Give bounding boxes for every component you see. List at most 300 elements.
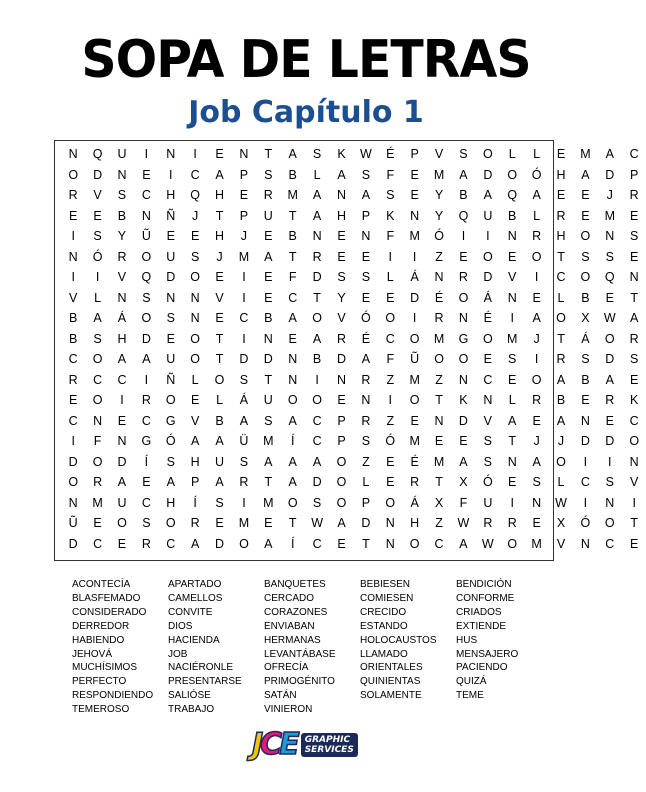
grid-cell[interactable]: V <box>190 413 200 428</box>
grid-cell[interactable]: U <box>215 454 225 469</box>
grid-cell[interactable]: Ü <box>239 434 249 448</box>
grid-cell[interactable]: B <box>581 290 590 305</box>
grid-cell[interactable]: O <box>336 495 347 510</box>
grid-cell[interactable]: M <box>238 249 250 264</box>
grid-cell[interactable]: N <box>166 147 176 161</box>
grid-cell[interactable]: D <box>312 475 322 489</box>
grid-cell[interactable]: E <box>581 208 590 223</box>
grid-cell[interactable]: S <box>190 249 200 264</box>
grid-cell[interactable]: R <box>532 393 542 407</box>
grid-cell[interactable]: T <box>264 475 273 489</box>
grid-cell[interactable]: O <box>604 516 615 530</box>
grid-cell[interactable]: U <box>166 249 176 264</box>
grid-cell[interactable]: I <box>71 434 75 448</box>
grid-cell[interactable]: R <box>68 372 78 387</box>
grid-cell[interactable]: C <box>68 352 78 366</box>
grid-cell[interactable]: W <box>481 536 494 551</box>
grid-cell[interactable]: R <box>556 352 566 366</box>
grid-cell[interactable]: D <box>458 413 468 428</box>
grid-cell[interactable]: Í <box>290 434 295 448</box>
grid-cell[interactable]: S <box>361 434 371 448</box>
grid-cell[interactable]: C <box>312 536 322 551</box>
grid-cell[interactable]: C <box>483 372 493 387</box>
grid-cell[interactable]: A <box>288 147 297 161</box>
grid-cell[interactable]: S <box>142 290 151 305</box>
grid-cell[interactable]: N <box>117 434 127 448</box>
grid-cell[interactable]: H <box>215 229 225 243</box>
grid-cell[interactable]: J <box>240 229 248 243</box>
grid-cell[interactable]: I <box>169 167 173 182</box>
grid-cell[interactable]: O <box>507 536 518 551</box>
grid-cell[interactable]: Q <box>92 147 103 161</box>
grid-cell[interactable]: A <box>483 188 492 202</box>
grid-cell[interactable]: D <box>483 270 493 284</box>
grid-cell[interactable]: B <box>556 393 566 407</box>
grid-cell[interactable]: F <box>459 495 468 510</box>
grid-cell[interactable]: L <box>557 290 565 305</box>
grid-cell[interactable]: R <box>629 331 639 346</box>
grid-cell[interactable]: P <box>337 413 346 428</box>
grid-cell[interactable]: I <box>242 270 246 284</box>
grid-cell[interactable]: A <box>264 454 273 469</box>
grid-cell[interactable]: E <box>166 331 175 346</box>
grid-cell[interactable]: W <box>311 516 323 530</box>
grid-cell[interactable]: R <box>336 331 346 346</box>
grid-cell[interactable]: A <box>288 413 297 428</box>
grid-cell[interactable]: C <box>312 434 322 448</box>
grid-cell[interactable]: V <box>215 290 224 305</box>
grid-cell[interactable]: E <box>410 188 419 202</box>
grid-cell[interactable]: S <box>605 475 614 489</box>
grid-cell[interactable]: P <box>337 434 346 448</box>
grid-cell[interactable]: N <box>336 372 346 387</box>
grid-cell[interactable]: Y <box>434 208 444 223</box>
grid-cell[interactable]: I <box>71 270 75 284</box>
grid-cell[interactable]: E <box>166 229 175 243</box>
grid-cell[interactable]: R <box>190 516 200 530</box>
grid-cell[interactable]: É <box>386 147 395 161</box>
grid-cell[interactable]: A <box>459 167 468 182</box>
grid-cell[interactable]: N <box>458 372 468 387</box>
grid-cell[interactable]: N <box>410 208 420 223</box>
grid-cell[interactable]: N <box>580 413 590 428</box>
grid-cell[interactable]: M <box>409 434 420 448</box>
grid-cell[interactable]: A <box>581 167 590 182</box>
grid-cell[interactable]: E <box>605 413 614 428</box>
grid-cell[interactable]: N <box>117 290 127 305</box>
grid-cell[interactable]: M <box>433 454 445 469</box>
grid-cell[interactable]: P <box>361 495 371 510</box>
grid-cell[interactable]: M <box>409 372 420 387</box>
grid-cell[interactable]: R <box>93 475 103 489</box>
grid-cell[interactable]: Q <box>141 270 152 284</box>
grid-cell[interactable]: C <box>605 536 615 551</box>
grid-cell[interactable]: D <box>336 352 346 366</box>
grid-cell[interactable]: J <box>533 434 540 448</box>
grid-cell[interactable]: N <box>605 229 615 243</box>
grid-cell[interactable]: L <box>557 475 565 489</box>
grid-cell[interactable]: G <box>165 413 176 428</box>
grid-cell[interactable]: E <box>264 270 273 284</box>
grid-cell[interactable]: S <box>264 413 273 428</box>
grid-cell[interactable]: S <box>312 495 322 510</box>
grid-cell[interactable]: A <box>605 372 614 387</box>
grid-cell[interactable]: R <box>361 372 371 387</box>
grid-cell[interactable]: L <box>362 475 370 489</box>
grid-cell[interactable]: N <box>68 495 78 510</box>
grid-cell[interactable]: A <box>459 536 468 551</box>
grid-cell[interactable]: N <box>434 270 444 284</box>
grid-cell[interactable]: D <box>605 167 615 182</box>
grid-cell[interactable]: U <box>483 208 493 223</box>
grid-cell[interactable]: E <box>361 290 371 305</box>
grid-cell[interactable]: Z <box>435 372 443 387</box>
grid-cell[interactable]: I <box>534 352 539 366</box>
grid-cell[interactable]: E <box>215 147 224 161</box>
grid-cell[interactable]: R <box>507 516 517 530</box>
grid-cell[interactable]: E <box>556 147 566 161</box>
grid-cell[interactable]: N <box>312 229 322 243</box>
grid-cell[interactable]: H <box>117 331 127 346</box>
grid-cell[interactable]: R <box>629 188 639 202</box>
grid-cell[interactable]: O <box>580 229 591 243</box>
grid-cell[interactable]: A <box>630 311 639 325</box>
grid-cell[interactable]: T <box>288 249 297 264</box>
grid-cell[interactable]: E <box>117 536 127 551</box>
grid-cell[interactable]: N <box>361 229 371 243</box>
grid-cell[interactable]: Q <box>190 188 201 202</box>
grid-cell[interactable]: K <box>630 393 639 407</box>
grid-cell[interactable]: F <box>386 229 395 243</box>
grid-cell[interactable]: Ñ <box>166 208 176 223</box>
grid-cell[interactable]: A <box>264 249 273 264</box>
grid-cell[interactable]: N <box>263 331 273 346</box>
grid-cell[interactable]: E <box>630 208 639 223</box>
grid-cell[interactable]: E <box>215 516 224 530</box>
grid-cell[interactable]: E <box>386 290 395 305</box>
grid-cell[interactable]: E <box>581 188 590 202</box>
grid-cell[interactable]: A <box>264 536 273 551</box>
grid-cell[interactable]: D <box>580 434 590 448</box>
grid-cell[interactable]: E <box>337 536 346 551</box>
grid-cell[interactable]: I <box>486 229 490 243</box>
grid-cell[interactable]: Í <box>290 536 295 551</box>
grid-cell[interactable]: F <box>386 352 395 366</box>
grid-cell[interactable]: R <box>361 413 371 428</box>
grid-cell[interactable]: C <box>288 290 298 305</box>
grid-cell[interactable]: O <box>336 475 347 489</box>
grid-cell[interactable]: P <box>239 167 249 182</box>
grid-cell[interactable]: C <box>141 188 151 202</box>
grid-cell[interactable]: A <box>605 147 614 161</box>
grid-cell[interactable]: S <box>581 352 590 366</box>
grid-cell[interactable]: A <box>312 454 322 469</box>
grid-cell[interactable]: A <box>215 434 224 448</box>
grid-cell[interactable]: O <box>385 311 396 325</box>
grid-cell[interactable]: J <box>216 249 223 264</box>
grid-cell[interactable]: E <box>630 536 639 551</box>
grid-cell[interactable]: A <box>288 475 297 489</box>
grid-cell[interactable]: N <box>288 352 298 366</box>
grid-cell[interactable]: A <box>532 454 541 469</box>
grid-cell[interactable]: I <box>388 249 393 264</box>
grid-cell[interactable]: C <box>93 536 103 551</box>
grid-cell[interactable]: N <box>190 311 200 325</box>
grid-cell[interactable]: C <box>166 536 176 551</box>
grid-cell[interactable]: K <box>459 393 468 407</box>
grid-cell[interactable]: C <box>580 475 590 489</box>
grid-cell[interactable]: O <box>531 249 542 264</box>
grid-cell[interactable]: T <box>508 434 517 448</box>
grid-cell[interactable]: N <box>166 290 176 305</box>
grid-cell[interactable]: S <box>581 249 590 264</box>
grid-cell[interactable]: S <box>386 188 395 202</box>
grid-cell[interactable]: O <box>336 454 347 469</box>
grid-cell[interactable]: Ó <box>434 229 444 243</box>
grid-cell[interactable]: D <box>605 352 615 366</box>
grid-cell[interactable]: Á <box>239 393 249 407</box>
grid-cell[interactable]: U <box>263 393 273 407</box>
grid-cell[interactable]: S <box>312 147 322 161</box>
grid-cell[interactable]: T <box>288 208 297 223</box>
grid-cell[interactable]: I <box>632 495 636 510</box>
grid-cell[interactable]: A <box>361 352 371 366</box>
grid-cell[interactable]: I <box>461 229 466 243</box>
grid-cell[interactable]: C <box>68 413 78 428</box>
grid-cell[interactable]: F <box>288 270 297 284</box>
grid-cell[interactable]: K <box>337 147 346 161</box>
grid-cell[interactable]: S <box>361 270 371 284</box>
grid-cell[interactable]: I <box>510 311 514 325</box>
grid-cell[interactable]: Ũ <box>68 516 78 530</box>
grid-cell[interactable]: G <box>141 434 152 448</box>
grid-cell[interactable]: A <box>142 352 151 366</box>
grid-cell[interactable]: E <box>142 475 151 489</box>
grid-cell[interactable]: B <box>117 208 127 223</box>
grid-cell[interactable]: N <box>507 454 517 469</box>
grid-cell[interactable]: Z <box>386 413 395 428</box>
grid-cell[interactable]: E <box>556 188 566 202</box>
grid-cell[interactable]: Y <box>434 188 444 202</box>
grid-cell[interactable]: C <box>629 413 639 428</box>
grid-cell[interactable]: O <box>287 495 298 510</box>
grid-cell[interactable]: I <box>583 495 588 510</box>
grid-cell[interactable]: É <box>410 454 419 469</box>
grid-cell[interactable]: C <box>434 536 444 551</box>
grid-cell[interactable]: C <box>629 147 639 161</box>
grid-cell[interactable]: O <box>190 331 201 346</box>
grid-cell[interactable]: A <box>93 311 102 325</box>
grid-cell[interactable]: É <box>434 290 444 305</box>
grid-cell[interactable]: Á <box>483 290 492 305</box>
grid-cell[interactable]: I <box>95 270 100 284</box>
grid-cell[interactable]: B <box>69 331 78 346</box>
grid-cell[interactable]: T <box>435 393 443 407</box>
grid-cell[interactable]: E <box>142 167 151 182</box>
grid-cell[interactable]: B <box>508 208 517 223</box>
grid-cell[interactable]: C <box>93 372 103 387</box>
grid-cell[interactable]: E <box>264 516 273 530</box>
grid-cell[interactable]: R <box>532 229 542 243</box>
grid-cell[interactable]: U <box>117 495 127 510</box>
grid-cell[interactable]: H <box>190 454 200 469</box>
grid-cell[interactable]: E <box>532 290 541 305</box>
grid-cell[interactable]: H <box>166 188 176 202</box>
grid-cell[interactable]: W <box>603 311 616 325</box>
grid-cell[interactable]: S <box>459 147 468 161</box>
grid-cell[interactable]: C <box>117 372 127 387</box>
grid-cell[interactable]: O <box>482 331 493 346</box>
grid-cell[interactable]: S <box>630 352 639 366</box>
grid-cell[interactable]: O <box>434 352 444 366</box>
grid-cell[interactable]: S <box>361 167 371 182</box>
grid-cell[interactable]: M <box>507 331 518 346</box>
grid-cell[interactable]: T <box>557 249 565 264</box>
grid-cell[interactable]: O <box>68 167 79 182</box>
grid-cell[interactable]: N <box>361 393 371 407</box>
grid-cell[interactable]: O <box>409 331 420 346</box>
grid-cell[interactable]: S <box>630 229 639 243</box>
grid-cell[interactable]: S <box>264 167 273 182</box>
grid-cell[interactable]: A <box>361 188 371 202</box>
grid-cell[interactable]: T <box>215 208 224 223</box>
grid-cell[interactable]: E <box>361 249 371 264</box>
grid-cell[interactable]: R <box>410 475 420 489</box>
grid-cell[interactable]: P <box>630 167 639 182</box>
grid-cell[interactable]: T <box>215 352 224 366</box>
grid-cell[interactable]: J <box>192 208 199 223</box>
grid-cell[interactable]: A <box>337 167 346 182</box>
grid-cell[interactable]: Y <box>337 290 346 305</box>
grid-cell[interactable]: N <box>68 147 78 161</box>
grid-cell[interactable]: N <box>68 249 78 264</box>
grid-cell[interactable]: V <box>483 413 492 428</box>
grid-cell[interactable]: Ũ <box>141 229 151 243</box>
grid-cell[interactable]: P <box>410 147 419 161</box>
grid-cell[interactable]: D <box>312 270 322 284</box>
grid-cell[interactable]: E <box>581 393 590 407</box>
grid-cell[interactable]: M <box>287 188 298 202</box>
grid-cell[interactable]: W <box>555 495 567 510</box>
grid-cell[interactable]: E <box>264 229 273 243</box>
grid-cell[interactable]: N <box>385 536 395 551</box>
grid-cell[interactable]: É <box>361 331 371 346</box>
grid-cell[interactable]: T <box>630 290 638 305</box>
grid-cell[interactable]: E <box>337 229 346 243</box>
grid-cell[interactable]: E <box>190 393 200 407</box>
grid-cell[interactable]: V <box>117 270 127 284</box>
grid-cell[interactable]: Ó <box>92 249 103 264</box>
grid-cell[interactable]: Q <box>458 208 469 223</box>
grid-cell[interactable]: N <box>141 208 151 223</box>
grid-cell[interactable]: L <box>216 393 224 407</box>
grid-cell[interactable]: A <box>288 311 297 325</box>
grid-cell[interactable]: N <box>239 147 249 161</box>
grid-cell[interactable]: D <box>68 536 78 551</box>
grid-cell[interactable]: S <box>142 516 151 530</box>
grid-cell[interactable]: L <box>191 372 199 387</box>
grid-cell[interactable]: V <box>337 311 346 325</box>
grid-cell[interactable]: O <box>287 393 298 407</box>
grid-cell[interactable]: L <box>508 147 516 161</box>
grid-cell[interactable]: O <box>482 249 493 264</box>
grid-cell[interactable]: S <box>337 270 346 284</box>
grid-cell[interactable]: R <box>68 188 78 202</box>
grid-cell[interactable]: X <box>581 311 590 325</box>
grid-cell[interactable]: A <box>117 475 127 489</box>
grid-cell[interactable]: B <box>288 229 297 243</box>
grid-cell[interactable]: N <box>507 290 517 305</box>
grid-cell[interactable]: O <box>165 393 176 407</box>
grid-cell[interactable]: B <box>69 311 78 325</box>
grid-cell[interactable]: T <box>557 331 565 346</box>
grid-cell[interactable]: J <box>557 434 565 448</box>
grid-cell[interactable]: Ñ <box>166 372 176 387</box>
grid-cell[interactable]: V <box>69 290 78 305</box>
grid-cell[interactable]: I <box>608 454 612 469</box>
grid-cell[interactable]: D <box>361 516 371 530</box>
grid-cell[interactable]: R <box>556 208 566 223</box>
grid-cell[interactable]: I <box>242 331 246 346</box>
grid-cell[interactable]: P <box>239 208 249 223</box>
grid-cell[interactable]: R <box>434 311 444 325</box>
grid-cell[interactable]: E <box>215 311 224 325</box>
grid-cell[interactable]: O <box>239 536 249 551</box>
grid-cell[interactable]: D <box>166 270 176 284</box>
grid-cell[interactable]: N <box>507 229 517 243</box>
grid-cell[interactable]: T <box>215 331 224 346</box>
grid-cell[interactable]: N <box>629 454 639 469</box>
grid-cell[interactable]: N <box>629 270 639 284</box>
grid-cell[interactable]: O <box>458 290 469 305</box>
grid-cell[interactable]: O <box>580 270 591 284</box>
grid-cell[interactable]: I <box>71 229 75 243</box>
grid-cell[interactable]: O <box>190 270 201 284</box>
grid-cell[interactable]: N <box>532 495 542 510</box>
grid-cell[interactable]: N <box>288 372 298 387</box>
grid-cell[interactable]: P <box>361 208 371 223</box>
grid-cell[interactable]: Ó <box>165 434 176 448</box>
grid-cell[interactable]: V <box>556 536 566 551</box>
grid-cell[interactable]: V <box>630 475 639 489</box>
grid-cell[interactable]: E <box>69 208 78 223</box>
grid-cell[interactable]: O <box>604 331 615 346</box>
grid-cell[interactable]: A <box>288 454 297 469</box>
grid-cell[interactable]: O <box>141 311 152 325</box>
grid-cell[interactable]: N <box>190 290 200 305</box>
grid-cell[interactable]: H <box>556 167 566 182</box>
grid-cell[interactable]: S <box>93 229 102 243</box>
grid-cell[interactable]: Z <box>362 454 370 469</box>
grid-cell[interactable]: N <box>385 516 395 530</box>
grid-cell[interactable]: E <box>386 475 395 489</box>
grid-cell[interactable]: L <box>313 167 321 182</box>
grid-cell[interactable]: B <box>459 188 468 202</box>
grid-cell[interactable]: S <box>93 331 102 346</box>
grid-cell[interactable]: S <box>117 188 127 202</box>
grid-cell[interactable]: O <box>409 536 420 551</box>
grid-cell[interactable]: O <box>165 516 176 530</box>
grid-cell[interactable]: L <box>94 290 102 305</box>
grid-cell[interactable]: V <box>508 270 517 284</box>
grid-cell[interactable]: N <box>434 413 444 428</box>
grid-cell[interactable]: A <box>215 475 224 489</box>
grid-cell[interactable]: A <box>556 413 566 428</box>
grid-cell[interactable]: D <box>93 167 103 182</box>
grid-cell[interactable]: R <box>141 536 151 551</box>
grid-cell[interactable]: A <box>459 454 468 469</box>
grid-cell[interactable]: S <box>239 454 249 469</box>
